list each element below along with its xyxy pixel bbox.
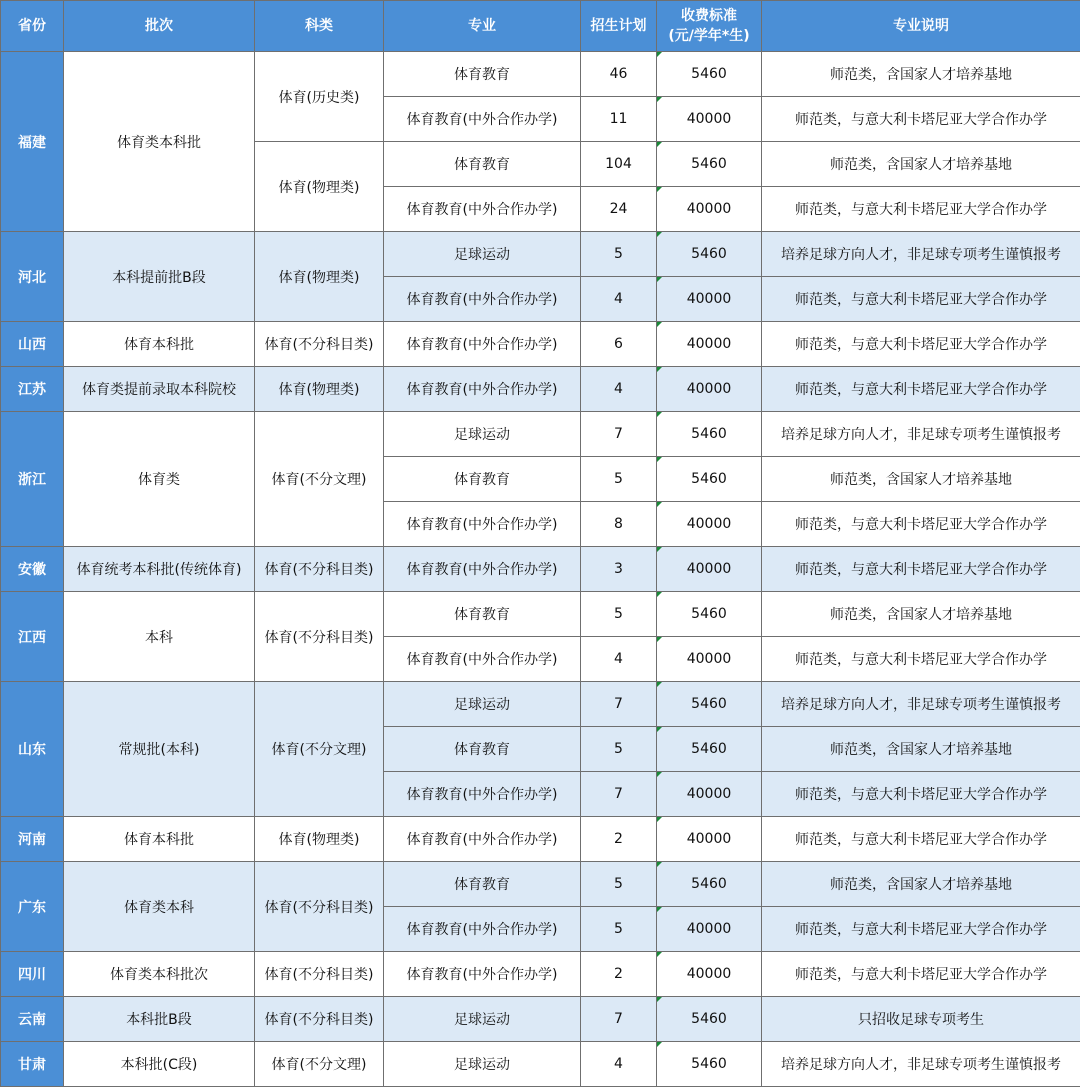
table-row bbox=[1, 817, 1080, 862]
fee-cell: 5460 bbox=[657, 232, 762, 277]
major-cell: 体育教育 bbox=[384, 142, 581, 187]
plan-cell: 2 bbox=[581, 817, 657, 862]
header-province: 省份 bbox=[1, 1, 64, 52]
major-cell: 足球运动 bbox=[384, 232, 581, 277]
plan-cell: 5 bbox=[581, 592, 657, 637]
note-cell: 师范类，与意大利卡塔尼亚大学合作办学 bbox=[762, 187, 1080, 232]
category-cell: 体育(不分科目类) bbox=[255, 862, 384, 952]
table-header bbox=[1, 1, 1080, 52]
note-cell: 培养足球方向人才，非足球专项考生谨慎报考 bbox=[762, 412, 1080, 457]
plan-cell: 6 bbox=[581, 322, 657, 367]
table-row bbox=[1, 862, 1080, 907]
batch-cell: 体育类本科批 bbox=[64, 52, 255, 232]
batch-cell: 本科批(C段) bbox=[64, 1042, 255, 1087]
note-cell: 师范类，与意大利卡塔尼亚大学合作办学 bbox=[762, 97, 1080, 142]
note-cell: 师范类，与意大利卡塔尼亚大学合作办学 bbox=[762, 367, 1080, 412]
fee-cell: 40000 bbox=[657, 367, 762, 412]
province-cell: 云南 bbox=[1, 997, 64, 1042]
province-cell: 甘肃 bbox=[1, 1042, 64, 1087]
fee-cell: 40000 bbox=[657, 97, 762, 142]
province-cell: 福建 bbox=[1, 52, 64, 232]
batch-cell: 常规批(本科) bbox=[64, 682, 255, 817]
fee-cell: 40000 bbox=[657, 637, 762, 682]
table-row bbox=[1, 547, 1080, 592]
major-cell: 体育教育(中外合作办学) bbox=[384, 277, 581, 322]
header-row bbox=[1, 1, 1080, 52]
major-cell: 体育教育(中外合作办学) bbox=[384, 187, 581, 232]
major-cell: 体育教育(中外合作办学) bbox=[384, 772, 581, 817]
category-cell: 体育(物理类) bbox=[255, 232, 384, 322]
table-row bbox=[1, 592, 1080, 637]
fee-cell: 5460 bbox=[657, 52, 762, 97]
category-cell: 体育(物理类) bbox=[255, 817, 384, 862]
category-cell: 体育(不分科目类) bbox=[255, 592, 384, 682]
fee-cell: 5460 bbox=[657, 592, 762, 637]
fee-cell: 40000 bbox=[657, 952, 762, 997]
plan-cell: 11 bbox=[581, 97, 657, 142]
category-cell: 体育(不分科目类) bbox=[255, 997, 384, 1042]
province-cell: 四川 bbox=[1, 952, 64, 997]
province-cell: 江苏 bbox=[1, 367, 64, 412]
fee-cell: 5460 bbox=[657, 457, 762, 502]
batch-cell: 体育类本科批次 bbox=[64, 952, 255, 997]
plan-cell: 5 bbox=[581, 232, 657, 277]
major-cell: 体育教育(中外合作办学) bbox=[384, 817, 581, 862]
fee-cell: 40000 bbox=[657, 907, 762, 952]
note-cell: 师范类，与意大利卡塔尼亚大学合作办学 bbox=[762, 772, 1080, 817]
note-cell: 师范类，含国家人才培养基地 bbox=[762, 52, 1080, 97]
plan-cell: 2 bbox=[581, 952, 657, 997]
fee-cell: 5460 bbox=[657, 142, 762, 187]
batch-cell: 体育统考本科批(传统体育) bbox=[64, 547, 255, 592]
note-cell: 师范类，含国家人才培养基地 bbox=[762, 727, 1080, 772]
fee-cell: 40000 bbox=[657, 502, 762, 547]
table-row bbox=[1, 952, 1080, 997]
plan-cell: 3 bbox=[581, 547, 657, 592]
category-cell: 体育(不分科目类) bbox=[255, 322, 384, 367]
plan-cell: 46 bbox=[581, 52, 657, 97]
note-cell: 师范类，与意大利卡塔尼亚大学合作办学 bbox=[762, 502, 1080, 547]
note-cell: 只招收足球专项考生 bbox=[762, 997, 1080, 1042]
batch-cell: 体育类本科 bbox=[64, 862, 255, 952]
table-row bbox=[1, 367, 1080, 412]
province-cell: 安徽 bbox=[1, 547, 64, 592]
plan-cell: 5 bbox=[581, 727, 657, 772]
batch-cell: 体育本科批 bbox=[64, 817, 255, 862]
table-body bbox=[1, 52, 1080, 1087]
batch-cell: 本科提前批B段 bbox=[64, 232, 255, 322]
major-cell: 体育教育(中外合作办学) bbox=[384, 97, 581, 142]
plan-cell: 24 bbox=[581, 187, 657, 232]
major-cell: 体育教育(中外合作办学) bbox=[384, 952, 581, 997]
major-cell: 体育教育 bbox=[384, 727, 581, 772]
header-note: 专业说明 bbox=[762, 1, 1080, 52]
fee-cell: 40000 bbox=[657, 277, 762, 322]
note-cell: 师范类，与意大利卡塔尼亚大学合作办学 bbox=[762, 277, 1080, 322]
plan-cell: 104 bbox=[581, 142, 657, 187]
fee-cell: 5460 bbox=[657, 1042, 762, 1087]
major-cell: 体育教育 bbox=[384, 457, 581, 502]
major-cell: 体育教育(中外合作办学) bbox=[384, 502, 581, 547]
fee-cell: 5460 bbox=[657, 727, 762, 772]
header-batch: 批次 bbox=[64, 1, 255, 52]
major-cell: 足球运动 bbox=[384, 997, 581, 1042]
category-cell: 体育(物理类) bbox=[255, 142, 384, 232]
fee-cell: 5460 bbox=[657, 682, 762, 727]
major-cell: 体育教育(中外合作办学) bbox=[384, 637, 581, 682]
header-fee-line1: 收费标准 bbox=[657, 6, 761, 26]
province-cell: 山西 bbox=[1, 322, 64, 367]
category-cell: 体育(不分科目类) bbox=[255, 547, 384, 592]
category-cell: 体育(不分文理) bbox=[255, 682, 384, 817]
major-cell: 足球运动 bbox=[384, 412, 581, 457]
batch-cell: 体育本科批 bbox=[64, 322, 255, 367]
header-plan: 招生计划 bbox=[581, 1, 657, 52]
category-cell: 体育(不分文理) bbox=[255, 412, 384, 547]
major-cell: 体育教育 bbox=[384, 862, 581, 907]
table-row bbox=[1, 1042, 1080, 1087]
header-major: 专业 bbox=[384, 1, 581, 52]
province-cell: 广东 bbox=[1, 862, 64, 952]
province-cell: 河北 bbox=[1, 232, 64, 322]
note-cell: 培养足球方向人才，非足球专项考生谨慎报考 bbox=[762, 232, 1080, 277]
note-cell: 师范类，与意大利卡塔尼亚大学合作办学 bbox=[762, 952, 1080, 997]
table-row bbox=[1, 322, 1080, 367]
note-cell: 培养足球方向人才，非足球专项考生谨慎报考 bbox=[762, 1042, 1080, 1087]
province-cell: 山东 bbox=[1, 682, 64, 817]
header-category: 科类 bbox=[255, 1, 384, 52]
category-cell: 体育(历史类) bbox=[255, 52, 384, 142]
note-cell: 师范类，含国家人才培养基地 bbox=[762, 457, 1080, 502]
fee-cell: 40000 bbox=[657, 187, 762, 232]
batch-cell: 本科批B段 bbox=[64, 997, 255, 1042]
category-cell: 体育(不分文理) bbox=[255, 1042, 384, 1087]
plan-cell: 4 bbox=[581, 1042, 657, 1087]
category-cell: 体育(物理类) bbox=[255, 367, 384, 412]
note-cell: 师范类，与意大利卡塔尼亚大学合作办学 bbox=[762, 817, 1080, 862]
province-cell: 河南 bbox=[1, 817, 64, 862]
note-cell: 师范类，含国家人才培养基地 bbox=[762, 862, 1080, 907]
fee-cell: 5460 bbox=[657, 412, 762, 457]
table-row bbox=[1, 412, 1080, 457]
fee-cell: 5460 bbox=[657, 862, 762, 907]
table-row bbox=[1, 232, 1080, 277]
plan-cell: 5 bbox=[581, 457, 657, 502]
note-cell: 师范类，与意大利卡塔尼亚大学合作办学 bbox=[762, 547, 1080, 592]
province-cell: 江西 bbox=[1, 592, 64, 682]
note-cell: 师范类，与意大利卡塔尼亚大学合作办学 bbox=[762, 907, 1080, 952]
fee-cell: 40000 bbox=[657, 547, 762, 592]
major-cell: 体育教育(中外合作办学) bbox=[384, 907, 581, 952]
plan-cell: 8 bbox=[581, 502, 657, 547]
plan-cell: 7 bbox=[581, 772, 657, 817]
fee-cell: 40000 bbox=[657, 772, 762, 817]
note-cell: 师范类，含国家人才培养基地 bbox=[762, 592, 1080, 637]
plan-cell: 7 bbox=[581, 412, 657, 457]
major-cell: 体育教育(中外合作办学) bbox=[384, 367, 581, 412]
table-row bbox=[1, 52, 1080, 97]
note-cell: 培养足球方向人才，非足球专项考生谨慎报考 bbox=[762, 682, 1080, 727]
major-cell: 体育教育 bbox=[384, 592, 581, 637]
fee-cell: 5460 bbox=[657, 997, 762, 1042]
major-cell: 足球运动 bbox=[384, 1042, 581, 1087]
table-row bbox=[1, 997, 1080, 1042]
batch-cell: 本科 bbox=[64, 592, 255, 682]
plan-cell: 4 bbox=[581, 367, 657, 412]
major-cell: 体育教育(中外合作办学) bbox=[384, 547, 581, 592]
note-cell: 师范类，与意大利卡塔尼亚大学合作办学 bbox=[762, 637, 1080, 682]
note-cell: 师范类，含国家人才培养基地 bbox=[762, 142, 1080, 187]
major-cell: 体育教育(中外合作办学) bbox=[384, 322, 581, 367]
batch-cell: 体育类 bbox=[64, 412, 255, 547]
category-cell: 体育(不分科目类) bbox=[255, 952, 384, 997]
plan-cell: 4 bbox=[581, 277, 657, 322]
plan-cell: 4 bbox=[581, 637, 657, 682]
major-cell: 体育教育 bbox=[384, 52, 581, 97]
header-fee-line2: (元/学年*生) bbox=[657, 26, 761, 46]
major-cell: 足球运动 bbox=[384, 682, 581, 727]
fee-cell: 40000 bbox=[657, 322, 762, 367]
plan-cell: 5 bbox=[581, 907, 657, 952]
batch-cell: 体育类提前录取本科院校 bbox=[64, 367, 255, 412]
plan-cell: 7 bbox=[581, 997, 657, 1042]
plan-cell: 5 bbox=[581, 862, 657, 907]
header-fee bbox=[657, 1, 762, 52]
plan-cell: 7 bbox=[581, 682, 657, 727]
province-cell: 浙江 bbox=[1, 412, 64, 547]
table-row bbox=[1, 682, 1080, 727]
fee-cell: 40000 bbox=[657, 817, 762, 862]
note-cell: 师范类，与意大利卡塔尼亚大学合作办学 bbox=[762, 322, 1080, 367]
